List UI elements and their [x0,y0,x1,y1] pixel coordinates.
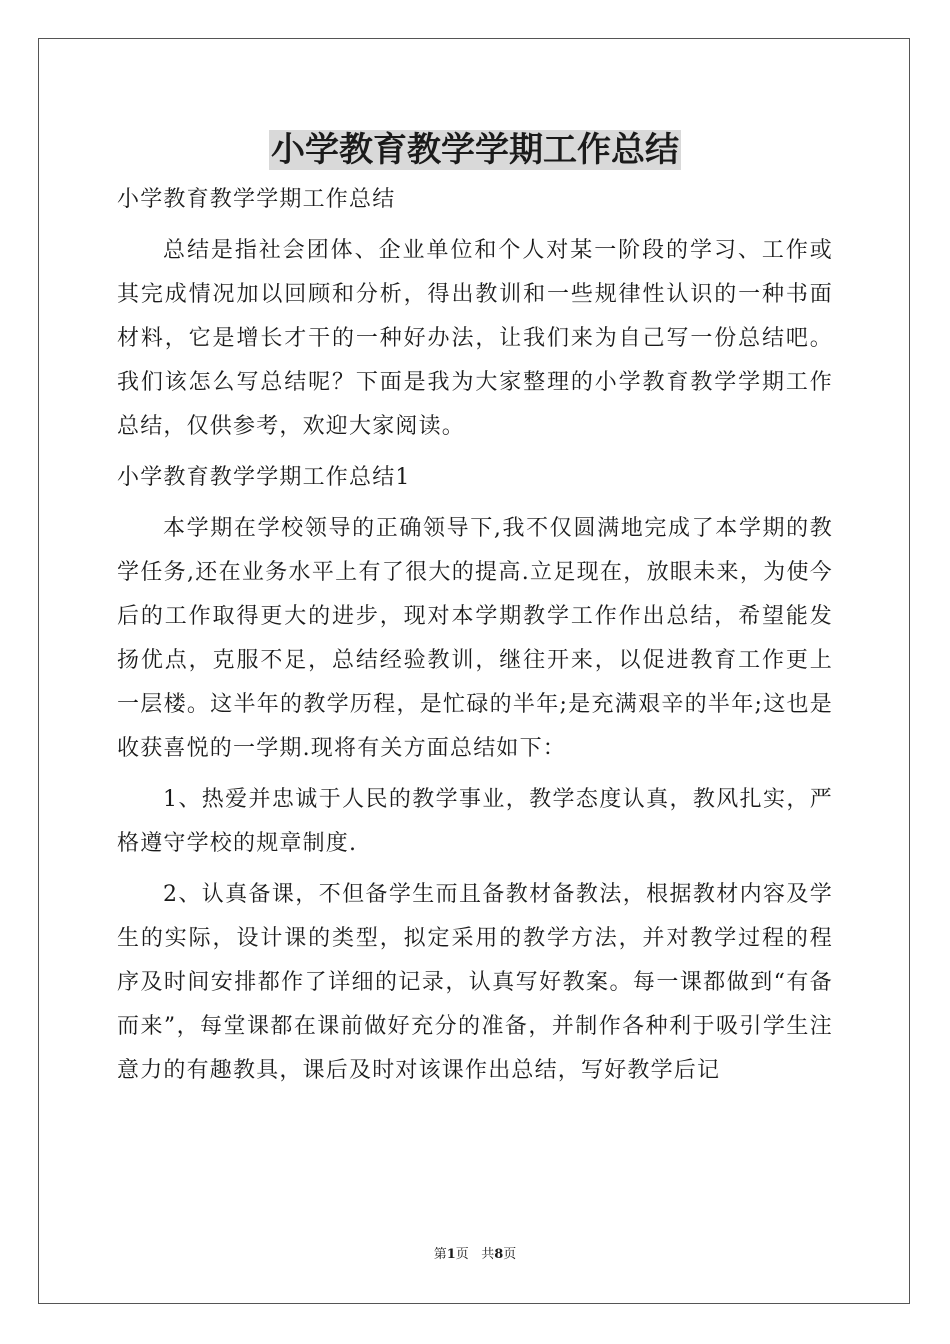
total-prefix: 共 [481,1247,495,1262]
page-footer [0,1246,950,1264]
page-current: 1 [446,1247,456,1262]
total-suffix: 页 [503,1247,517,1262]
intro-paragraph: 总结是指社会团体、企业单位和个人对某一阶段的学习、工作或其完成情况加以回顾和分析，得出教训和一些规律性认识的一种书面材料，它是增长才干的一种好办法，让我们来为自己写一份总结吧。我们该怎么写总结呢？下面是我为大家整理的小学教育教学学期工作总结，仅供参考，欢迎大家阅读。 [117,238,833,439]
document-subtitle: 小学教育教学学期工作总结 [117,187,396,212]
document-title [0,127,950,173]
section-paragraph: 本学期在学校领导的正确领导下,我不仅圆满地完成了本学期的教学任务,还在业务水平上有了很大的提高.立足现在，放眼未来，为使今后的工作取得更大的进步，现对本学期教学工作作出总结，希望能发扬优点，克服不足，总结经验教训，继往开来，以促进教育工作更上一层楼。这半年的教学历程，是忙碌的半年;是充满艰辛的半年;这也是收获喜悦的一学期.现将有关方面总结如下： [117,516,833,761]
page-prefix: 第 [433,1247,447,1262]
section-heading: 小学教育教学学期工作总结1 [117,465,411,490]
list-item-2: 2、认真备课，不但备学生而且备教材备教法，根据教材内容及学生的实际，设计课的类型，拟定采用的教学方法，并对教学过程的程序及时间安排都作了详细的记录，认真写好教案。每一课都做到“有备而来”，每堂课都在课前做好充分的准备，并制作各种利于吸引学生注意力的有趣教具，课后及时对该课作出总结，写好教学后记 [117,882,833,1083]
page-suffix: 页 [455,1247,469,1262]
list-item-1: 1、热爱并忠诚于人民的教学事业，教学态度认真，教风扎实，严格遵守学校的规章制度. [117,787,833,856]
page-total: 8 [494,1247,504,1262]
document-title-text: 小学教育教学学期工作总结 [271,130,679,170]
document-body [117,178,833,1093]
